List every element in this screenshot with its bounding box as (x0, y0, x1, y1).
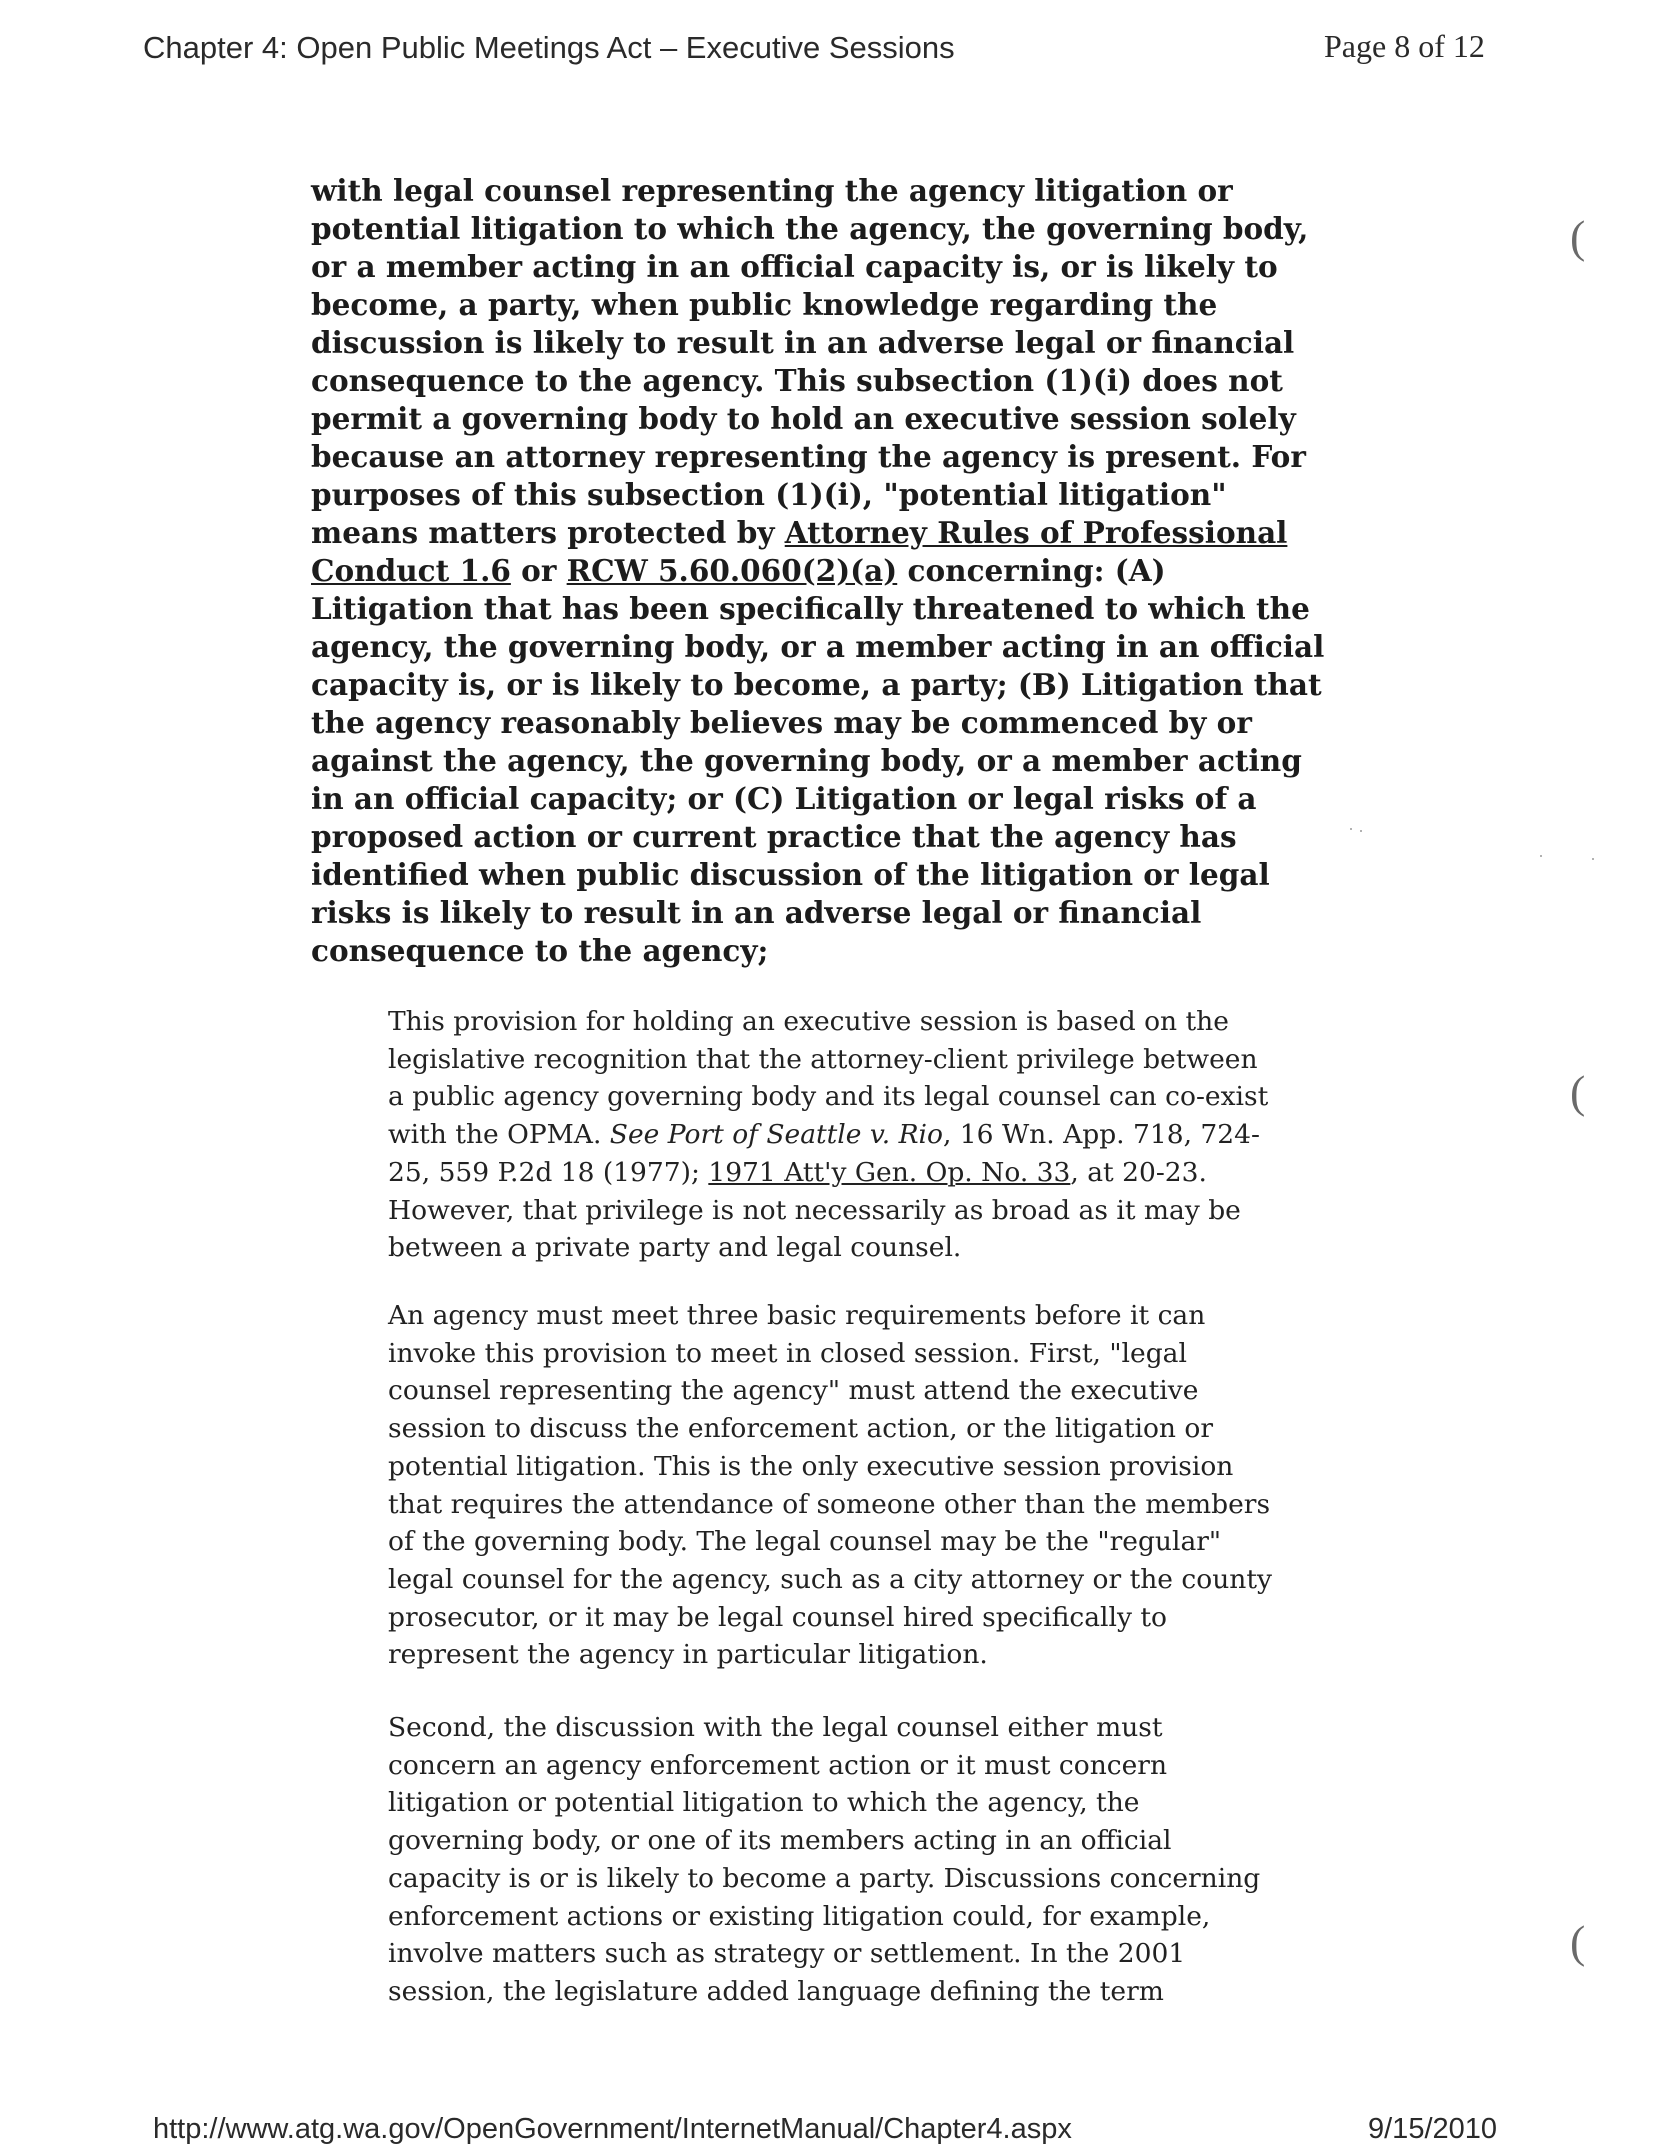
commentary-line: legal counsel for the agency, such as a city attorney or the county (388, 1563, 1272, 1595)
statute-line: consequence to the agency; (311, 933, 769, 968)
commentary-line: that requires the attendance of someone other than the members (388, 1488, 1271, 1520)
statute-line: consequence to the agency. This subsection (1)(i) does not (311, 363, 1283, 398)
commentary-line: potential litigation. This is the only executive session provision (388, 1450, 1234, 1482)
commentary-line: However, that privilege is not necessarily as broad as it may be (388, 1194, 1241, 1226)
statute-line: in an official capacity; or (C) Litigation or legal risks of a (311, 781, 1257, 816)
statute-line: with legal counsel representing the agency litigation or (311, 173, 1233, 208)
margin-scan-mark: ( (1570, 1916, 1586, 1967)
statute-line: because an attorney representing the agency is present. For (311, 439, 1306, 474)
commentary-line: An agency must meet three basic requirements before it can (388, 1300, 1206, 1331)
commentary-text: with the OPMA. (388, 1119, 610, 1151)
footer-date: 9/15/2010 (1368, 2113, 1498, 2145)
commentary-line: This provision for holding an executive session is based on the (388, 1006, 1229, 1037)
commentary-line: session, the legislature added language defining the term (388, 1975, 1164, 2007)
statute-line: become, a party, when public knowledge regarding the (311, 287, 1218, 322)
statute-line: purposes of this subsection (1)(i), "potential litigation" (311, 477, 1227, 512)
statute-line: identified when public discussion of the litigation or legal (311, 857, 1270, 892)
commentary-line: concern an agency enforcement action or it must concern (388, 1749, 1168, 1781)
commentary-line: represent the agency in particular litigation. (388, 1639, 988, 1671)
commentary-line: Second, the discussion with the legal counsel either must (388, 1712, 1163, 1743)
commentary-paragraph-3 (388, 1709, 1268, 2011)
statute-line: capacity is, or is likely to become, a party; (B) Litigation that (311, 667, 1322, 702)
statute-line-text: means matters protected by (311, 515, 785, 550)
commentary-line: litigation or potential litigation to which the agency, the (388, 1787, 1140, 1819)
commentary-line: between a private party and legal counsel. (388, 1232, 962, 1264)
rpc-link-continued[interactable]: Conduct 1.6 (311, 553, 511, 588)
statute-line: the agency reasonably believes may be commenced by or (311, 705, 1252, 740)
statute-line: Litigation that has been specifically threatened to which the (311, 591, 1310, 626)
commentary-line (388, 1154, 1268, 1192)
scan-speck (1540, 855, 1542, 857)
footer-url: http://www.atg.wa.gov/OpenGovernment/InternetManual/Chapter4.aspx (153, 2113, 1072, 2145)
statute-line: risks is likely to result in an adverse legal or financial (311, 895, 1202, 930)
statute-line-text: concerning: (A) (897, 553, 1166, 588)
commentary-line (388, 1116, 1268, 1154)
scan-speck (1360, 830, 1362, 832)
commentary-line: involve matters such as strategy or settlement. In the 2001 (388, 1938, 1186, 1970)
commentary-line: capacity is or is likely to become a party. Discussions concerning (388, 1862, 1261, 1894)
page-header-title: Chapter 4: Open Public Meetings Act – Executive Sessions (143, 30, 955, 65)
margin-scan-mark: ( (1570, 1066, 1586, 1117)
statute-line: agency, the governing body, or a member acting in an official (311, 629, 1325, 664)
page-number: Page 8 of 12 (1324, 28, 1485, 64)
margin-scan-mark: ( (1570, 211, 1586, 262)
statute-line: proposed action or current practice that the agency has (311, 819, 1237, 854)
case-citation: See Port of Seattle v. Rio (609, 1119, 943, 1151)
statute-line: permit a governing body to hold an executive session solely (311, 401, 1296, 436)
commentary-paragraph-1 (388, 1003, 1268, 1267)
statute-line: potential litigation to which the agency, the governing body, (311, 211, 1309, 246)
statute-line: discussion is likely to result in an adverse legal or financial (311, 325, 1295, 360)
commentary-line: a public agency governing body and its legal counsel can co-exist (388, 1081, 1269, 1113)
commentary-text: 25, 559 P.2d 18 (1977); (388, 1156, 709, 1188)
commentary-line: enforcement actions or existing litigation could, for example, (388, 1900, 1211, 1932)
commentary-line: invoke this provision to meet in closed session. First, "legal (388, 1337, 1187, 1369)
or-text: or (510, 553, 567, 588)
statute-text (311, 172, 1325, 970)
rcw-link[interactable]: RCW 5.60.060(2)(a) (566, 553, 898, 588)
statute-line: against the agency, the governing body, or a member acting (311, 743, 1302, 778)
scan-speck (1592, 858, 1594, 860)
commentary-line: prosecutor, or it may be legal counsel hired specifically to (388, 1601, 1168, 1633)
commentary-text: , at 20-23. (1070, 1156, 1207, 1188)
commentary-line: legislative recognition that the attorney-client privilege between (388, 1043, 1258, 1075)
scan-speck (1350, 828, 1352, 830)
commentary-paragraph-2 (388, 1297, 1272, 1674)
rpc-link[interactable]: Attorney Rules of Professional (784, 515, 1288, 550)
ag-opinion-link[interactable]: 1971 Att'y Gen. Op. No. 33 (708, 1156, 1071, 1188)
statute-line: or a member acting in an official capacity is, or is likely to (311, 249, 1278, 284)
commentary-line: session to discuss the enforcement action, or the litigation or (388, 1413, 1214, 1445)
statute-line (311, 514, 1288, 552)
commentary-text: , 16 Wn. App. 718, 724- (942, 1119, 1260, 1151)
statute-line (311, 552, 1271, 590)
commentary-line: of the governing body. The legal counsel may be the "regular" (388, 1526, 1222, 1558)
commentary-line: governing body, or one of its members acting in an official (388, 1825, 1172, 1857)
commentary-line: counsel representing the agency" must attend the executive (388, 1375, 1199, 1407)
